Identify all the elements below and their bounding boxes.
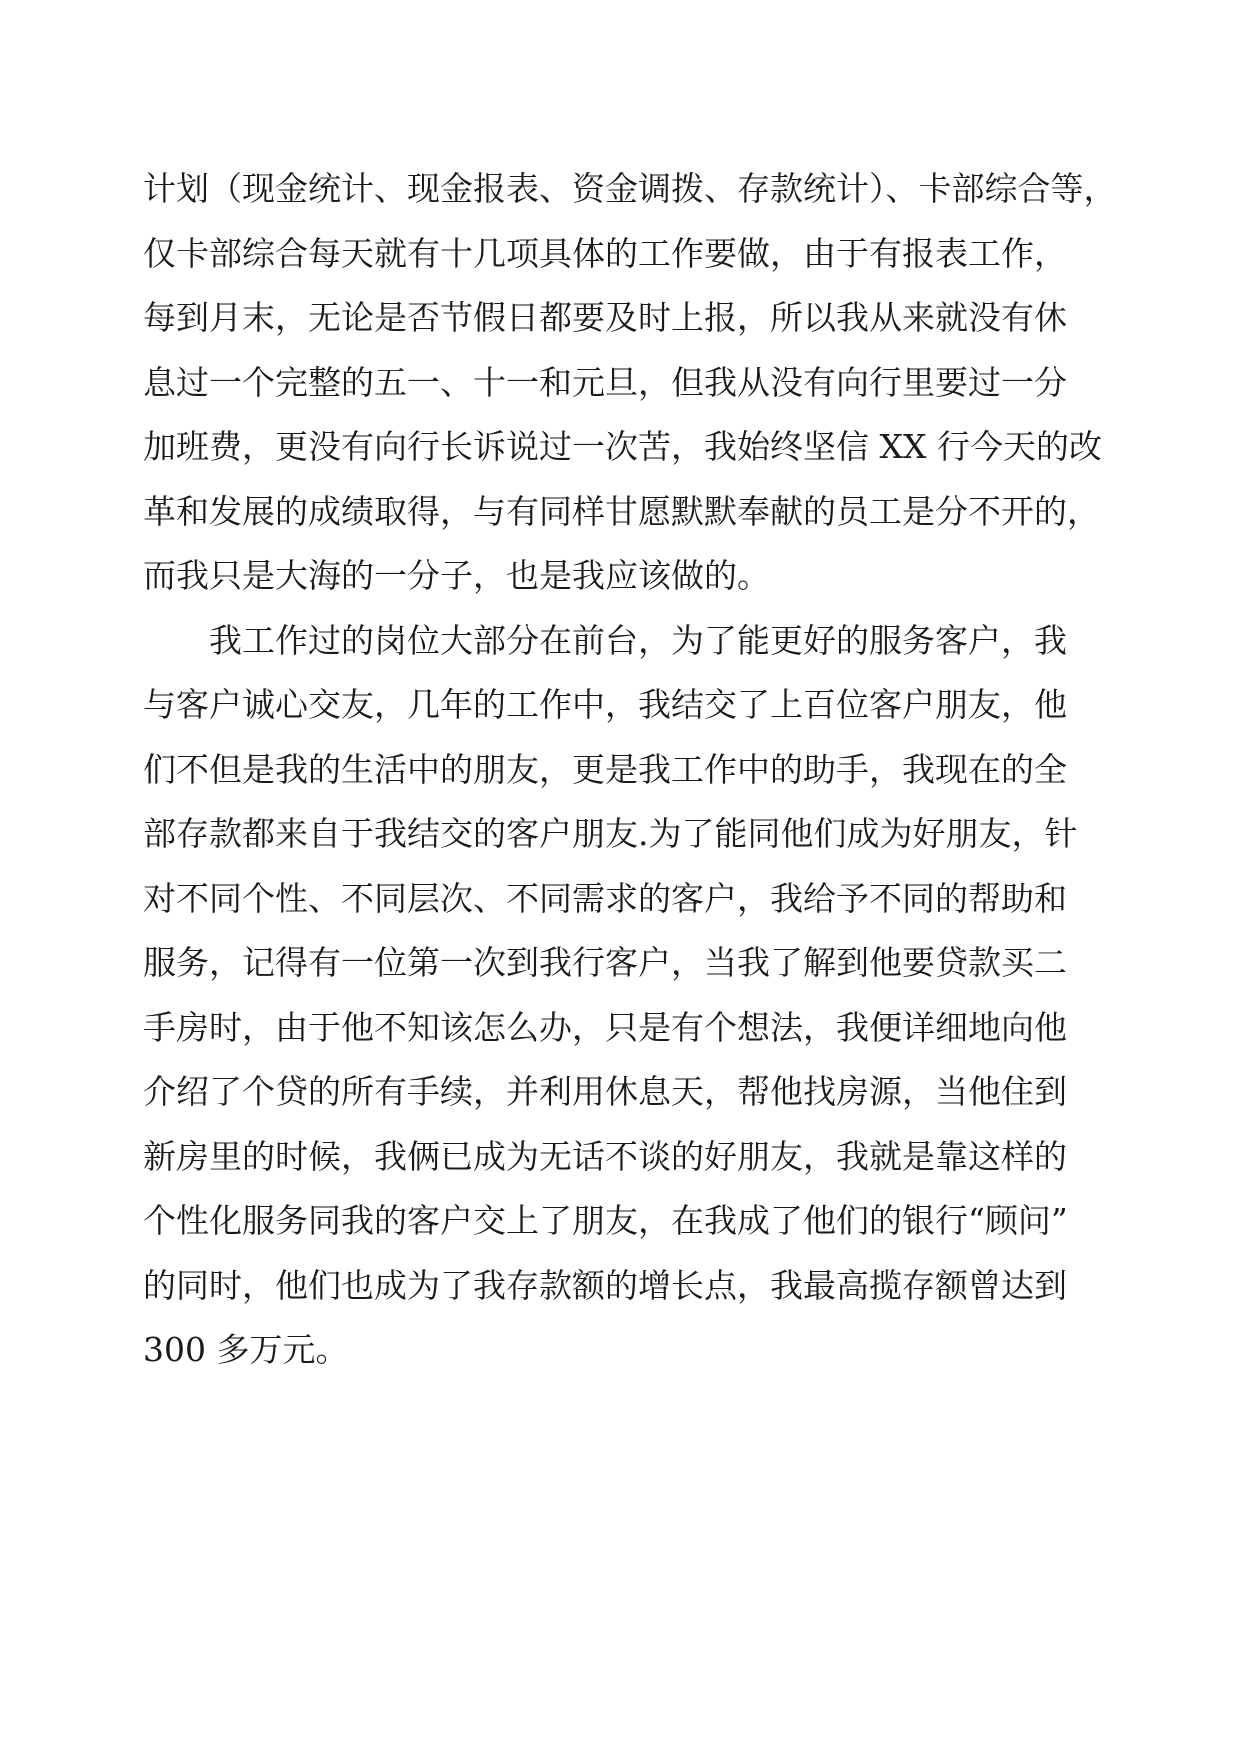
text-line: 而我只是大海的一分子，也是我应该做的。 [143,556,770,595]
text-line: 革和发展的成绩取得，与有同样甘愿默默奉献的员工是分不开的， [143,491,1100,531]
paragraph-start-line: 我工作过的岗位大部分在前台，为了能更好的服务客户，我 [209,620,1067,660]
text-line: 服务，记得有一位第一次到我行客户，当我了解到他要贷款买二 [143,943,1067,982]
text-line: 的同时，他们也成为了我存款额的增长点，我最高揽存额曾达到 [143,1265,1067,1305]
text-line: 部存款都来自于我结交的客户朋友.为了能同他们成为好朋友，针 [143,814,1078,853]
text-line: 们不但是我的生活中的朋友，更是我工作中的助手，我现在的全 [143,749,1067,789]
text-line: 加班费，更没有向行长诉说过一次苦，我始终坚信 XX 行今天的改 [143,427,1102,466]
text-line: 介绍了个贷的所有手续，并利用休息天，帮他找房源，当他住到 [143,1072,1067,1111]
text-line: 300 多万元。 [143,1330,349,1369]
text-line: 个性化服务同我的客户交上了朋友，在我成了他们的银行“顾问” [143,1201,1068,1240]
text-line: 计划（现金统计、现金报表、资金调拨、存款统计）、卡部综合等， [143,169,1117,208]
text-line: 对不同个性、不同层次、不同需求的客户，我给予不同的帮助和 [143,878,1067,918]
text-line: 新房里的时候，我俩已成为无话不谈的好朋友，我就是靠这样的 [143,1136,1067,1176]
text-line: 息过一个完整的五一、十一和元旦，但我从没有向行里要过一分 [143,362,1067,402]
text-line: 仅卡部综合每天就有十几项具体的工作要做，由于有报表工作， [143,233,1067,273]
text-line: 与客户诚心交友，几年的工作中，我结交了上百位客户朋友，他 [143,685,1067,724]
body-text [143,157,1143,1383]
text-line: 手房时，由于他不知该怎么办，只是有个想法，我便详细地向他 [143,1007,1067,1047]
text-line: 每到月末，无论是否节假日都要及时上报，所以我从来就没有休 [143,298,1067,337]
